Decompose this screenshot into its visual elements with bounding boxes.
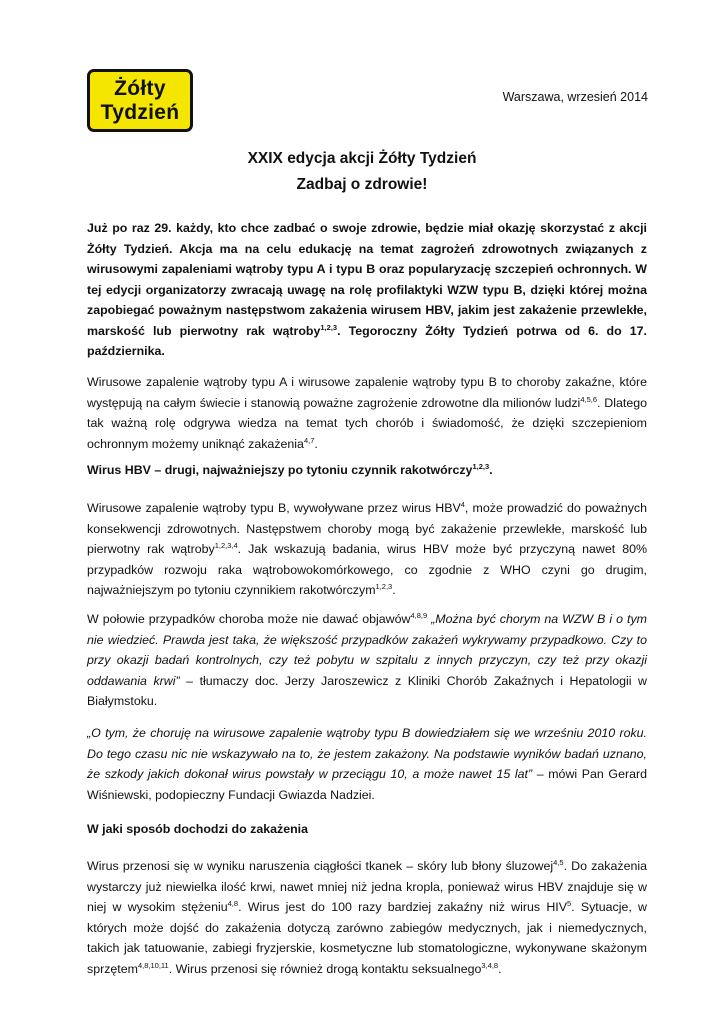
paragraph-3: W połowie przypadków choroba może nie dawać objawów$^{4,8,9}$ „Można być chorym na WZW B i o tym nie wiedzieć. Prawda jest taka, że większość przypadków zakażeń wykrywamy przypadkowo. Czy to przy okazji badań kontrolnych, czy też pobytu w szpitalu z innych przyczyn, czy też przy okazji oddawania krwi” – tłumaczy doc. Jerzy Jaroszewicz z Kliniki Chorób Zakaźnych i Hepatologii w Białymstoku. — [87, 611, 647, 708]
footnote-ref: 4,8,9 — [410, 611, 428, 620]
quote-wisniewski: „O tym, że choruję na wirusowe zapalenie wątroby typu B dowiedziałem się we wrześniu 2010 roku. Do tego czasu nic nie wskazywało na to, że jestem zakażony. Na podstawie wyników badań uznano, że szkody jakich dokonał wirus powstały w przeciągu 10, a może nawet 15 lat” — [87, 726, 647, 781]
footnote-ref: 1,2,3 — [472, 462, 490, 471]
logo-line-1: Żółty — [114, 76, 166, 100]
dateline: Warszawa, wrzesień 2014 — [502, 90, 648, 104]
footnote-ref: 5 — [566, 899, 572, 908]
document-subtitle: Zadbaj o zdrowie! — [296, 176, 428, 193]
footnote-ref: 1,2,3,4 — [214, 541, 238, 550]
section-heading-transmission: W jaki sposób dochodzi do zakażenia — [87, 822, 308, 836]
footnote-ref: 3,4,8 — [481, 960, 499, 970]
paragraph-1: Wirusowe zapalenie wątroby typu A i wirusowe zapalenie wątroby typu B to choroby zakaźne, które występują na całym świecie i stanowią poważne zagrożenie zdrowotne dla milionów ludzi$^{4,5,6}$. Dlatego tak ważną rolę odgrywa wiedza na temat tych chorób i świadomość, że dzięki szczepieniom ochronnym możemy uniknąć zakażenia$^{4,7}$. — [87, 375, 648, 451]
footnote-ref: 4,8,10,11 — [137, 960, 169, 970]
document-title: XXIX edycja akcji Żółty Tydzień — [247, 150, 477, 167]
footnote-ref: 4,5,6 — [580, 394, 598, 404]
section-heading-hbv: Wirus HBV – drugi, najważniejszy po tytoniu czynnik rakotwórczy$^{1,2,3}$. — [87, 462, 493, 477]
logo-line-2: Tydzień — [100, 100, 180, 124]
zolty-tydzien-logo — [87, 69, 193, 132]
paragraph-2: Wirusowe zapalenie wątroby typu B, wywoływane przez wirus HBV$^4$, może prowadzić do poważnych konsekwencji zdrowotnych. Następstwem choroby mogą być zakażenie przewlekłe, marskość lub pierwotny rak wątroby$^{1,2,3,4}$. Jak wskazują badania, wirus HBV może być przyczyną nawet 80% przypadków rozwoju raka wątrobowokomórkowego, co zgodnie z WHO czyni go drugim, najważniejszym po tytoniu czynnikiem rakotwórczym$^{1,2,3}$. — [87, 500, 648, 597]
footnote-ref: 4,7 — [303, 435, 315, 445]
paragraph-4: „O tym, że choruję na wirusowe zapalenie wątroby typu B dowiedziałem się we wrześniu 2010 roku. Do tego czasu nic nie wskazywało na to, że jestem zakażony. Na podstawie wyników badań uznano, że szkody jakich dokonał wirus powstały w przeciągu 10, a może nawet 15 lat” – mówi Pan Gerard Wiśniewski, podopieczny Fundacji Gwiazda Nadziei. — [87, 726, 647, 802]
footnote-ref: 1,2,3 — [375, 582, 393, 591]
quote-jaroszewicz: „Można być chorym na WZW B i o tym nie wiedzieć. Prawda jest taka, że większość przypadków zakażeń wykrywamy przypadkowo. Czy to przy okazji badań kontrolnych, czy też pobytu w szpitalu z innych przyczyn, czy też przy okazji oddawania krwi” — [87, 612, 647, 688]
footnote-ref: 4,8 — [227, 899, 239, 908]
footnote-ref: 4 — [460, 500, 465, 509]
paragraph-5: Wirus przenosi się w wyniku naruszenia ciągłości tkanek – skóry lub błony śluzowej$^{4,5}$. Do zakażenia wystarczy już niewielka ilość krwi, nawet mniej niż jedna kropla, ponieważ wirus HBV znajduje się w niej w wysokim stężeniu$^{4,8}$. Wirus jest do 100 razy bardziej zakaźny niż wirus HIV$^5$. Sytuacje, w których może dojść do zakażenia dotyczą zarówno zabiegów medycznych, jak i niemedycznych, takich jak tatuowanie, zabiegi fryzjerskie, kosmetyczne lub stomatologiczne, wykonywane skażonym sprzętem$^{4,8,10,11}$. Wirus przenosi się również drogą kontaktu seksualnego$^{3,4,8}$. — [87, 858, 647, 976]
intro-paragraph: Już po raz 29. każdy, kto chce zadbać o swoje zdrowie, będzie miał okazję skorzystać z akcji Żółty Tydzień. Akcja ma na celu edukację na temat zagrożeń zdrowotnych związanych z wirusowymi zapaleniami wątroby typu A i typu B oraz popularyzację szczepień ochronnych. W tej edycji organizatorzy zwracają uwagę na rolę profilaktyki WZW typu B, dzięki której można zapobiegać poważnym następstwom zakażenia wirusem HBV, jakim jest zakażenie przewlekłe, marskość lub pierwotny rak wątroby$^{1,2,3}$. Tegoroczny Żółty Tydzień potrwa od 6. do 17. października. — [87, 221, 647, 358]
footnote-ref: 4,5 — [553, 858, 564, 867]
footnote-ref: 1,2,3 — [320, 322, 338, 332]
